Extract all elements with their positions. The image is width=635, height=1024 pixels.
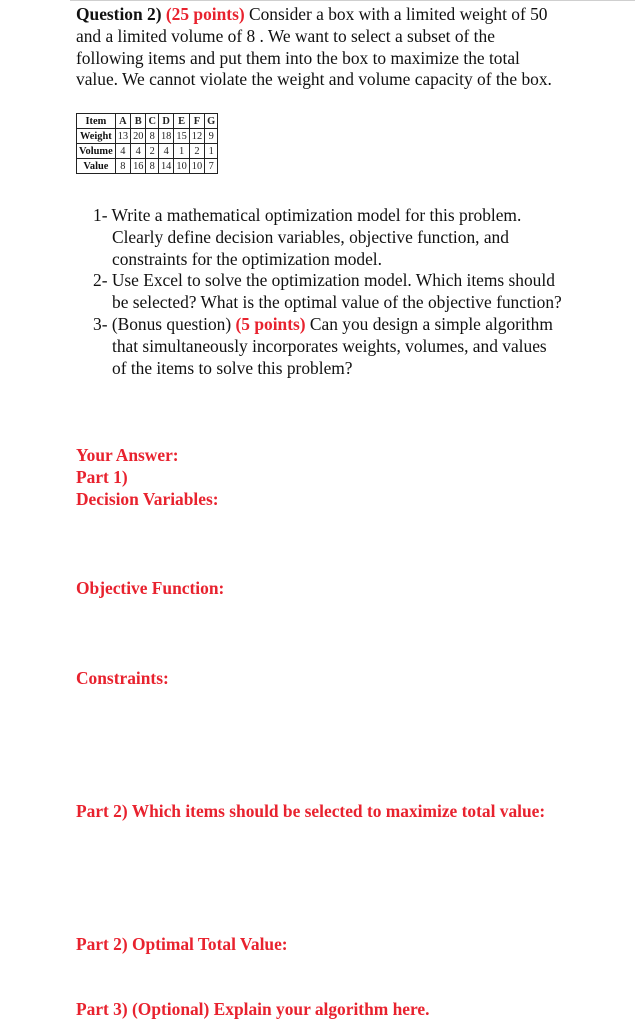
table-cell: 8 [146, 129, 159, 144]
question-3-text: Can you design a simple algorithm that simultaneously incorporates weights, volumes, and values of the items to solve this problem? [112, 313, 553, 378]
part3-heading: Part 3) (Optional) Explain your algorithm here. [76, 999, 430, 1019]
table-cell: 9 [205, 129, 218, 144]
table-cell: 8 [146, 159, 159, 174]
table-cell: 4 [158, 144, 173, 159]
table-cell: 7 [205, 159, 218, 174]
your-answer-heading: Your Answer: [76, 445, 179, 465]
table-cell: 4 [115, 144, 130, 159]
part1-heading: Part 1) [76, 467, 128, 487]
table-cell: 20 [131, 129, 146, 144]
question-item-3 [93, 314, 563, 379]
question-item-1: 1- Write a mathematical optimization model for this problem. Clearly define decision variables, objective function, and constraints for the optimization model. [93, 205, 522, 269]
question-text: Consider a box with a limited weight of 50 and a limited volume of 8 . We want to select a subset of the following items and put them into the box to maximize the total value. We cannot violate the weight and volume capacity of the box. [76, 4, 552, 90]
table-cell: 1 [205, 144, 218, 159]
table-cell: 18 [158, 129, 173, 144]
table-cell: 10 [174, 159, 189, 174]
table-cell: E [174, 114, 189, 129]
table-cell: 12 [189, 129, 204, 144]
question-3-points: (5 points) [235, 313, 306, 334]
table-cell: 13 [115, 129, 130, 144]
table-row-weight [77, 129, 218, 144]
table-cell: G [205, 114, 218, 129]
table-cell: 16 [131, 159, 146, 174]
table-cell: 15 [174, 129, 189, 144]
question-label: Question 2) [76, 4, 162, 24]
top-divider [70, 0, 635, 1]
table-cell: 1 [174, 144, 189, 159]
part2-value-heading: Part 2) Optimal Total Value: [76, 934, 288, 954]
table-cell: 4 [131, 144, 146, 159]
decision-variables-heading: Decision Variables: [76, 489, 219, 509]
table-row-label: Weight [77, 129, 116, 144]
table-row-label: Item [77, 114, 116, 129]
table-cell: C [146, 114, 159, 129]
table-cell: 2 [146, 144, 159, 159]
table-cell: A [115, 114, 130, 129]
table-cell: 8 [115, 159, 130, 174]
table-row-volume [77, 144, 218, 159]
table-cell: 14 [158, 159, 173, 174]
question-list [93, 205, 563, 379]
table-cell: F [189, 114, 204, 129]
objective-function-heading: Objective Function: [76, 578, 225, 598]
table-row-label: Value [77, 159, 116, 174]
table-cell: 10 [189, 159, 204, 174]
question-points: (25 points) [165, 4, 245, 24]
table-cell: B [131, 114, 146, 129]
question-3-prefix: 3- (Bonus question) [93, 313, 236, 334]
constraints-heading: Constraints: [76, 668, 169, 688]
table-cell: D [158, 114, 173, 129]
question-item-2: 2- Use Excel to solve the optimization model. Which items should be selected? What is the optimal value of the objective function? [93, 270, 562, 313]
table-cell: 2 [189, 144, 204, 159]
table-row-item [77, 114, 218, 129]
table-row-label: Volume [77, 144, 116, 159]
question-intro [76, 4, 566, 91]
items-table [76, 113, 218, 174]
part2-items-heading: Part 2) Which items should be selected to maximize total value: [76, 801, 546, 821]
table-row-value [77, 159, 218, 174]
